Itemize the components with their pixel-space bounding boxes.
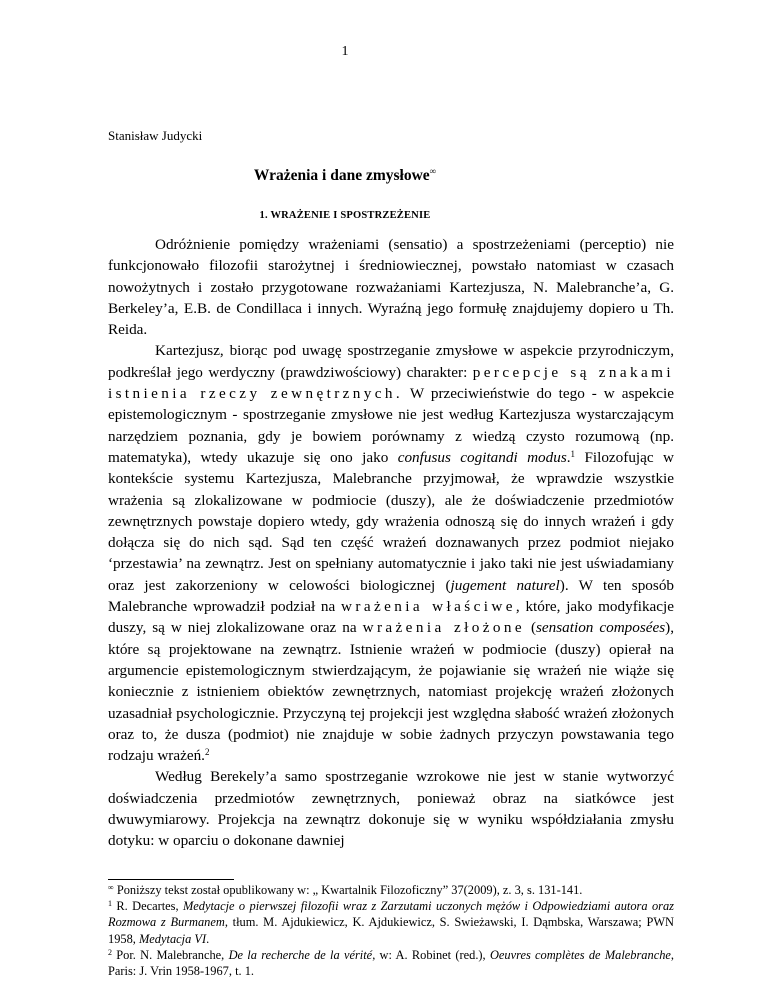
- text-run: (: [524, 619, 537, 637]
- spaced-text: wrażenia właściwe: [341, 598, 516, 616]
- article-title: [0, 166, 690, 185]
- paragraph-2: [108, 340, 674, 766]
- text-run: W przeciwieństwie do tego - w aspekcie epistemologicznym - spostrzeganie zmysłowe nie jest według Kartezjusza wystarczającym narzędziem poznania, gdy je bowiem porównamy z wiedzą czysto rozumową (np. matematyka), wtedy ukazuje się ono jako: [108, 385, 674, 466]
- footnote-italic: Medytacja VI: [138, 931, 207, 946]
- text-run: , które, jako modyfikacje duszy, są w niej zlokalizowane oraz na: [108, 598, 675, 637]
- paragraph-1: Odróżnienie pomiędzy wrażeniami (sensatio) a spostrzeżeniami (perceptio) nie funkcjonowało filozofii starożytnej i średniowiecznej, powstało natomiast w czasach nowożytnych i zostało przygotowane rozważaniami Kartezjusza, N. Malebranche’a, G. Berkeley’a, E.B. de Condillaca i innych. Wyraźną jego formułę znajdujemy dopiero u Th. Reida.: [108, 236, 674, 339]
- footnote-star-mark: ∞: [108, 883, 114, 892]
- text-run: Filozofując w kontekście systemu Kartezjusza, Malebranche przyjmował, że wprawdzie wszystkie wrażenia są zlokalizowane w podmiocie (duszy), ale że doświadczenie przedmiotów zewnętrznych powstaje dopiero wtedy, gdy wrażenia odnoszą się do innych wrażeń i gdy dołącza się do nich sąd. Sąd ten część wrażeń doznawanych przez podmiot niejako ‘przestawia’ na zewnątrz. Jest on spełniany automatycznie i jako taki nie jest uświadamiany oraz jest zakorzeniony w celowości biologicznej (: [108, 448, 674, 594]
- footnote-divider: [108, 879, 234, 880]
- author-name: Stanisław Judycki: [108, 128, 203, 143]
- spaced-text: percepcje są znakami istnienia rzeczy zewnętrznych.: [108, 363, 675, 403]
- text-run: Kartezjusz, biorąc pod uwagę spostrzeganie zmysłowe w aspekcie przyrodniczym, podkreślał jego werdyczny (prawdziwościowy) charakter:: [108, 342, 674, 381]
- footnote-text: .: [206, 931, 210, 946]
- footnote-ref-1[interactable]: 1: [570, 448, 576, 459]
- footnote-text: , tłum. M. Ajdukiewicz, K. Ajdukiewicz, S. Swieżawski, I. Dąmbska, Warszawa; PWN 1958,: [108, 915, 674, 946]
- footnotes: [108, 882, 674, 979]
- text-run: ), które są projektowane na zewnątrz. Istnienie wrażeń w podmiocie (duszy) opierał na argumencie epistemologicznym stwierdzającym, że pojawianie się wrażeń nie wiąże się koniecznie z istnieniem obiektów zewnętrznych, natomiast projekcję wrażeń złożonych uzasadniał psychologicznie. Przyczyną tej projekcji jest względna słabość wrażeń złożonych oraz to, że dusza (podmiot) nie znajduje w sobie żadnych przyczyn powstawania tego rodzaju wrażeń.: [108, 619, 675, 765]
- footnote-star: [108, 882, 674, 898]
- page-number: 1: [341, 44, 349, 59]
- footnote-ref-2[interactable]: 2: [204, 747, 210, 758]
- title-text: Wrażenia i dane zmysłowe: [253, 167, 430, 185]
- spaced-text: wrażenia złożone: [362, 619, 525, 637]
- italic-text: confusus cogitandi modus: [397, 448, 567, 466]
- title-footnote-mark: ∞: [429, 166, 437, 176]
- italic-text: jugement naturel: [450, 576, 560, 594]
- text-run: .: [566, 448, 571, 466]
- footnote-2: [108, 947, 674, 979]
- footnote-2-number: 2: [108, 947, 112, 957]
- paragraph-3: Według Berekely’a samo spostrzeganie wzrokowe nie jest w stanie wytworzyć doświadczenia przedmiotów zewnętrznych, ponieważ obraz na siatkówce jest dwuwymiarowy. Projekcja na zewnątrz dokonuje się w wyniku współdziałania zmysłu dotyku: w oparciu o dokonane dawniej: [108, 768, 674, 850]
- section-heading: 1. WRAŻENIE I SPOSTRZEŻENIE: [259, 210, 431, 221]
- footnote-text: Por. N. Malebranche,: [116, 947, 229, 962]
- footnote-1-number: 1: [108, 899, 112, 909]
- footnote-italic: Medytacje o pierwszej filozofii wraz z Zarzutami uczonych mężów i Odpowiedziami autora oraz Rozmowa z Burmanem: [108, 899, 674, 930]
- text-run: ). W ten sposób Malebranche wprowadził podział na: [108, 576, 675, 616]
- footnote-text: R. Decartes,: [116, 899, 183, 914]
- footnote-text: , w: A. Robinet (red.),: [372, 947, 490, 962]
- footnote-1: [108, 898, 674, 947]
- italic-text: sensation composées: [536, 619, 666, 637]
- footnote-text: Poniższy tekst został opublikowany w: „ Kwartalnik Filozoficzny” 37(2009), z. 3, s. 131-141.: [116, 883, 583, 897]
- footnote-italic: De la recherche de la vérité: [228, 947, 373, 962]
- body-text: [108, 234, 674, 852]
- footnote-text: , Paris: J. Vrin 1958-1967, t. 1.: [108, 947, 675, 979]
- footnote-italic: Oeuvres complètes de Malebranche: [489, 947, 671, 962]
